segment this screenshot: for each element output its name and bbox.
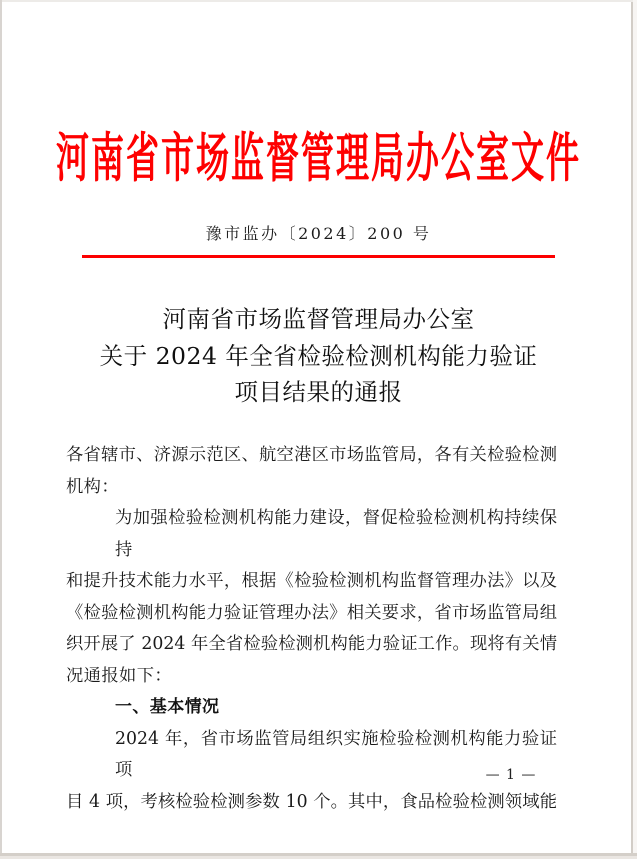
body-line-para1-5: 况通报如下： xyxy=(66,665,173,686)
body-line-salutation-1: 各省辖市、济源示范区、航空港区市场监管局，各有关检验检测 xyxy=(66,445,557,465)
document-body xyxy=(66,440,557,818)
document-title-line-2: 关于 2024 年全省检验检测机构能力验证 xyxy=(99,341,538,370)
page-edge-right-strip xyxy=(633,0,637,859)
document-title-line-3: 项目结果的通报 xyxy=(234,378,403,406)
body-line-salutation-2: 机构： xyxy=(66,476,120,497)
document-number: 豫市监办〔2024〕200 号 xyxy=(205,224,432,243)
body-line-para1-2: 和提升技术能力水平，根据《检验检测机构监督管理办法》以及 xyxy=(66,571,557,591)
page-edge-top xyxy=(0,0,637,2)
document-title-line-1: 河南省市场监督管理局办公室 xyxy=(162,305,475,333)
page-number: — 1 — xyxy=(485,767,537,783)
document-title xyxy=(0,301,637,411)
page-edge-left xyxy=(0,0,2,853)
body-line-para2-2: 目 4 项，考核检验检测参数 10 个。其中，食品检验检测领域能 xyxy=(66,791,557,812)
page-edge-right-line xyxy=(631,2,633,853)
section-heading-1: 一、基本情况 xyxy=(115,697,220,717)
red-divider-line xyxy=(82,255,555,258)
letterhead-title: 河南省市场监督管理局办公室文件 xyxy=(56,126,581,189)
body-line-para1-3: 《检验检测机构能力验证管理办法》相关要求，省市场监管局组 xyxy=(66,602,557,623)
body-line-para1-4: 织开展了 2024 年全省检验检测机构能力验证工作。现将有关情 xyxy=(66,634,557,654)
body-line-para2-1: 2024 年，省市场监管局组织实施检验检测机构能力验证项 xyxy=(115,728,557,780)
body-line-para1-1: 为加强检验检测机构能力建设，督促检验检测机构持续保持 xyxy=(115,508,557,560)
